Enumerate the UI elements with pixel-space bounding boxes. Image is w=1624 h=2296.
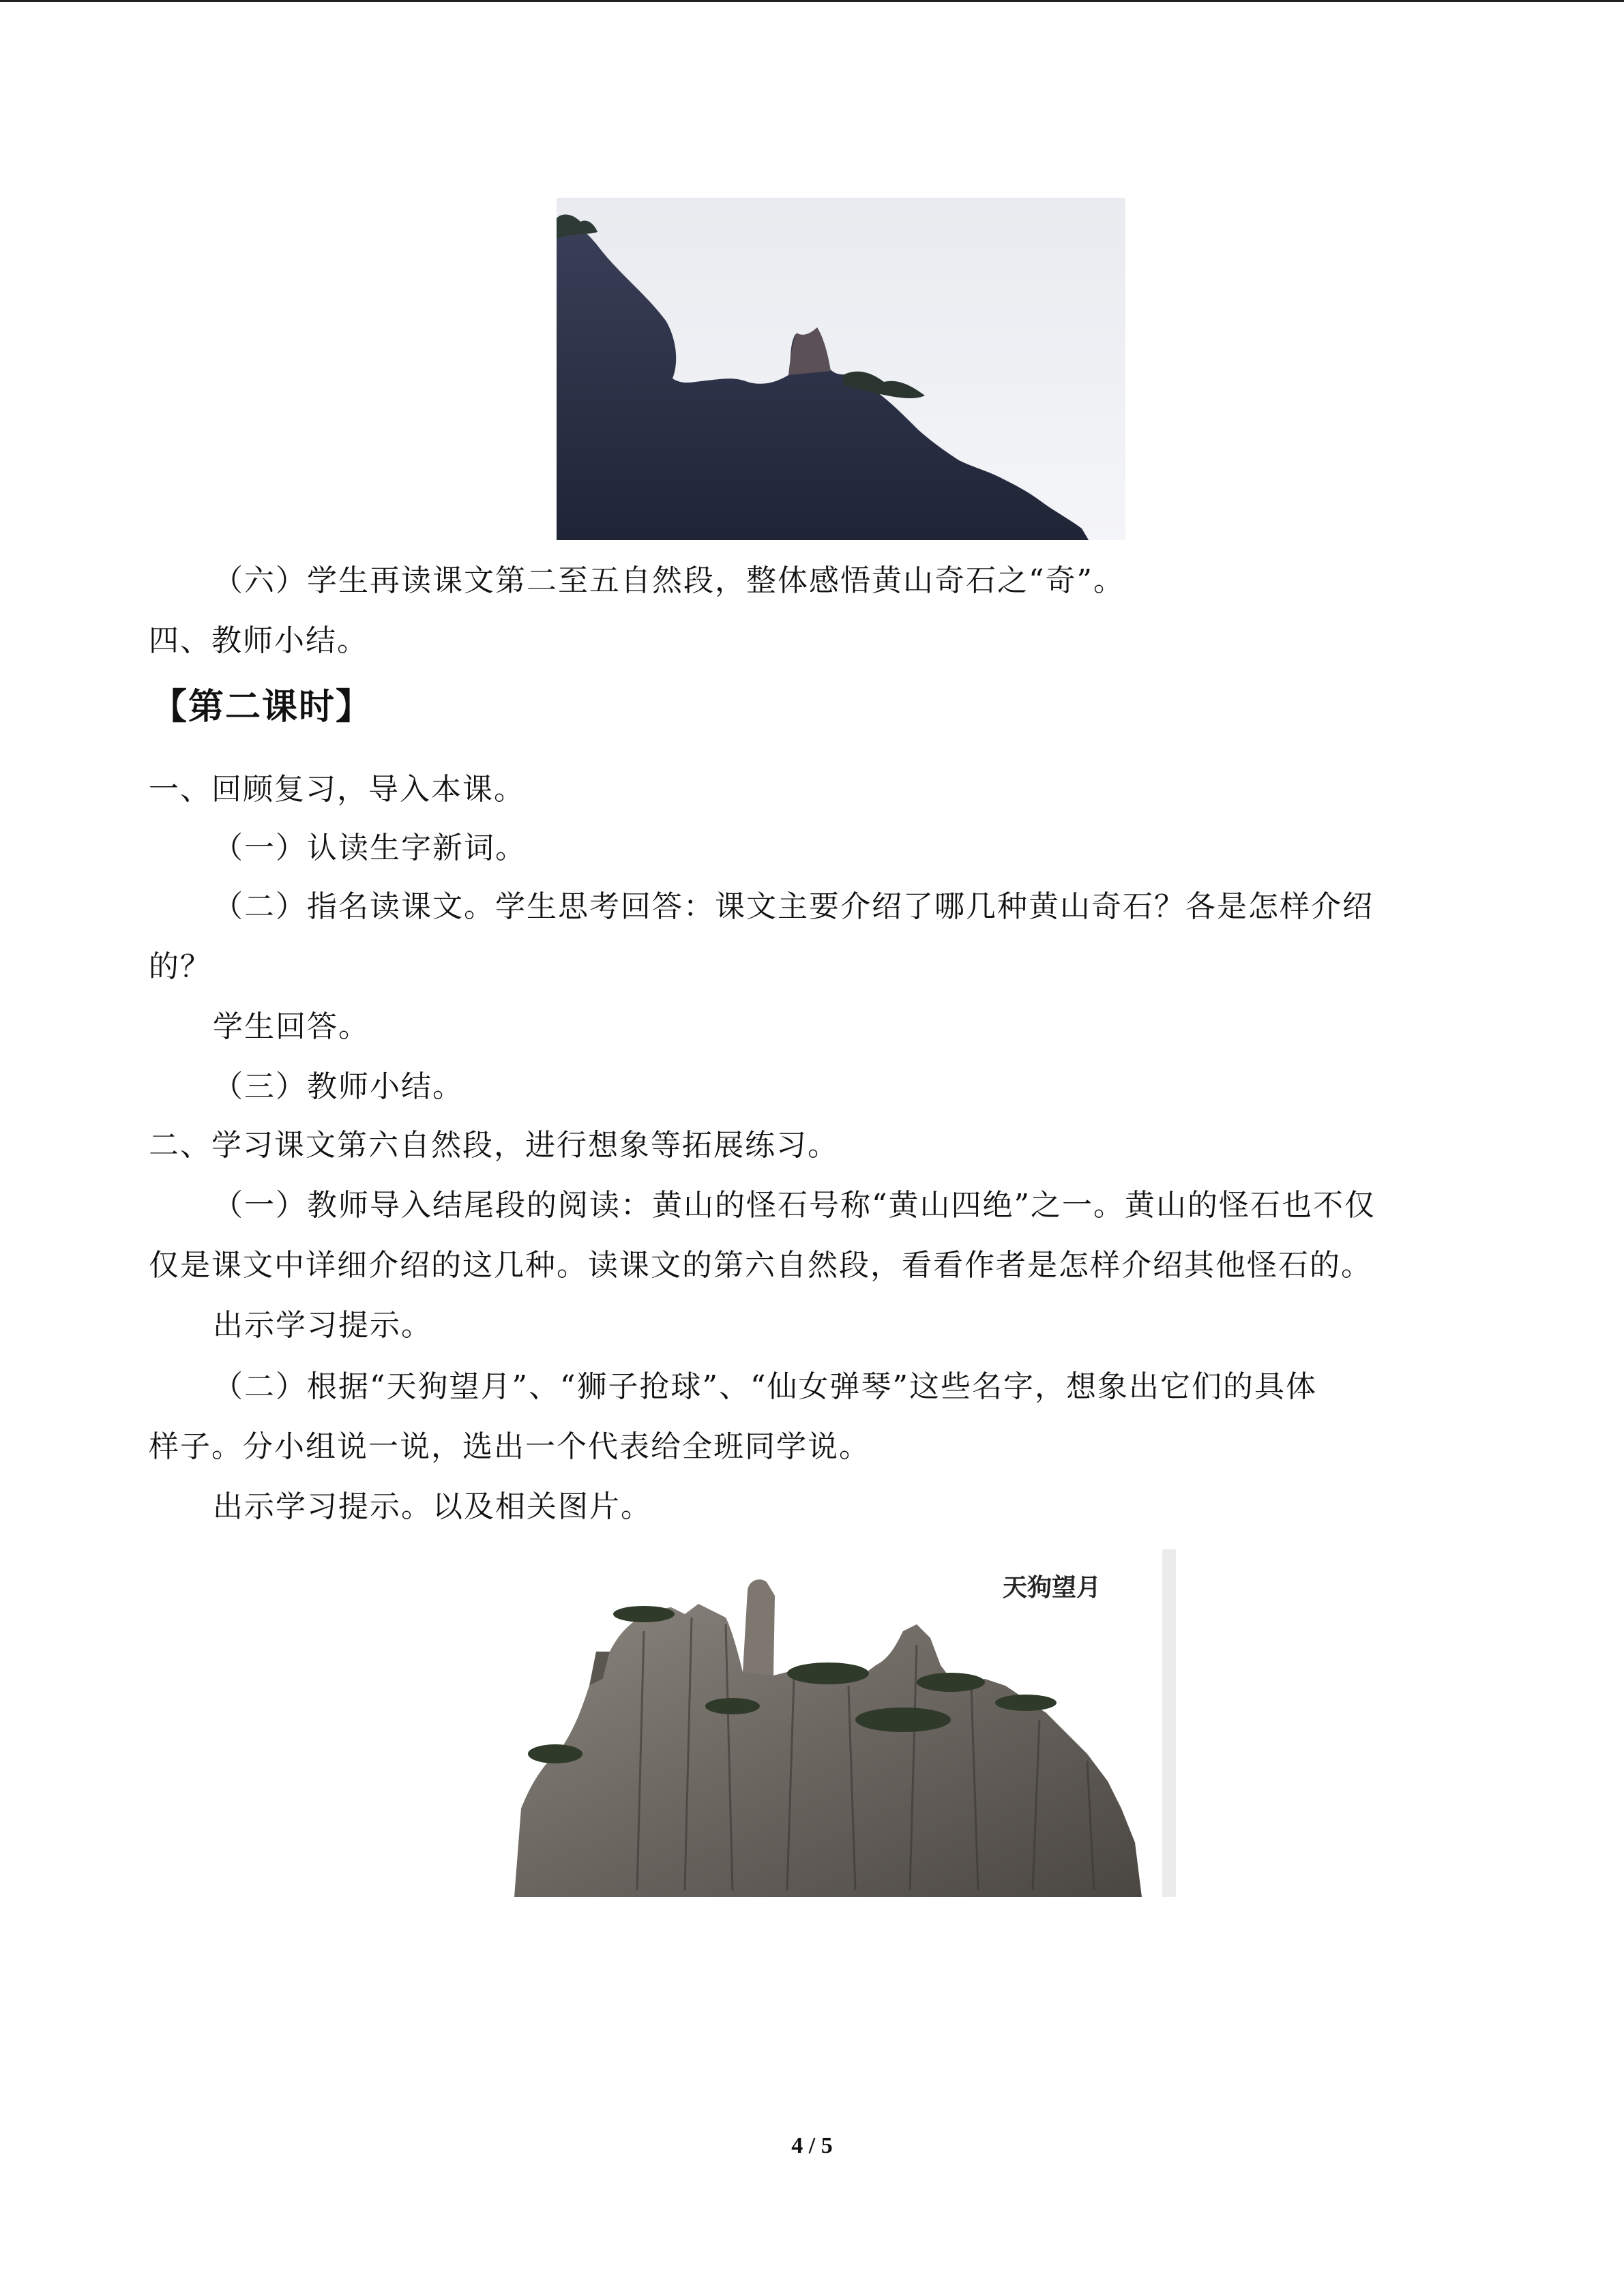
lesson2-line-6: （三）教师小结。 xyxy=(213,1069,464,1104)
lesson2-line-9: 仅是课文中详细介绍的这几种。读课文的第六自然段，看看作者是怎样介绍其他怪石的。 xyxy=(149,1248,1372,1283)
lesson2-line-4: 的？ xyxy=(149,949,211,984)
lesson2-line-3: （二）指名读课文。学生思考回答：课文主要介绍了哪几种黄山奇石？各是怎样介绍 xyxy=(213,889,1374,924)
photo-tiangou-wangyue xyxy=(507,1549,1176,1897)
lesson2-line-11: （二）根据“天狗望月”、“狮子抢球”、“仙女弹琴”这些名字，想象出它们的具体 xyxy=(213,1369,1317,1404)
top-rule xyxy=(0,0,1624,2)
paragraph-summary: 四、教师小结。 xyxy=(149,623,368,658)
page-number: 4 / 5 xyxy=(791,2133,833,2158)
lesson2-line-8: （一）教师导入结尾段的阅读：黄山的怪石号称“黄山四绝”之一。黄山的怪石也不仅 xyxy=(213,1188,1376,1223)
lesson2-line-13: 出示学习提示。以及相关图片。 xyxy=(213,1489,652,1524)
photo-mountain-silhouette xyxy=(557,198,1125,540)
mountain-silhouette-image xyxy=(557,198,1125,540)
section-heading: 【第二课时】 xyxy=(151,687,373,728)
lesson2-line-1: 一、回顾复习，导入本课。 xyxy=(149,772,525,807)
lesson2-line-5: 学生回答。 xyxy=(213,1009,370,1044)
paragraph-reread: （六）学生再读课文第二至五自然段，整体感悟黄山奇石之“奇”。 xyxy=(213,563,1125,598)
lesson2-line-12: 样子。分小组说一说，选出一个代表给全班同学说。 xyxy=(149,1429,870,1464)
photo-caption: 天狗望月 xyxy=(1002,1574,1101,1602)
lesson2-line-2: （一）认读生字新词。 xyxy=(213,831,527,865)
lesson2-line-10: 出示学习提示。 xyxy=(213,1308,432,1343)
lesson2-line-7: 二、学习课文第六自然段，进行想象等拓展练习。 xyxy=(149,1128,839,1163)
